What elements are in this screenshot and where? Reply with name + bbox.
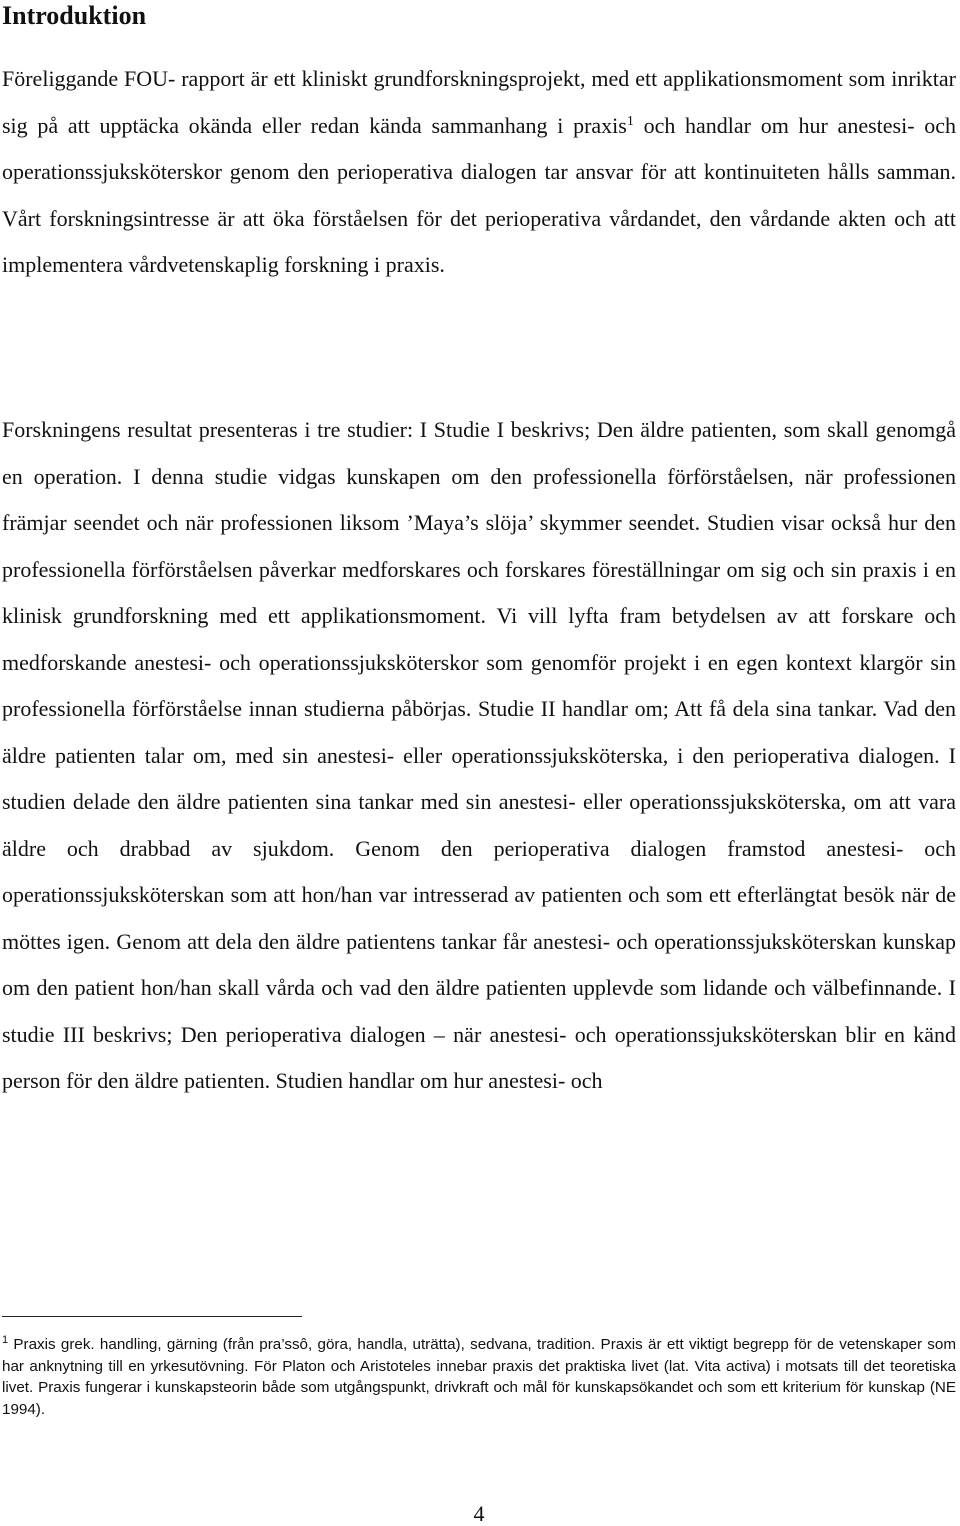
results-paragraph: Forskningens resultat presenteras i tre studier: I Studie I beskrivs; Den äldre patienten, som skall genomgå en operation. I denna studie vidgas kunskapen om den professionella förförståelsen, när professionen främjar seendet och när professionen liksom ’Maya’s slöja’ skymmer seendet. Studien visar också hur den professionella förförståelsen påverkar medforskares och forskares föreställningar om sig och sin praxis i en klinisk grundforskning med ett applikationsmoment. Vi vill lyfta fram betydelsen av att forskare och medforskande anestesi- och operationssjuksköterskor som genomför projekt i en egen kontext klargör sin professionella förförståelse innan studierna påbörjas. Studie II handlar om; Att få dela sina tankar. Vad den äldre patienten talar om, med sin anestesi- eller operationssjuksköterska, i den perioperativa dialogen. I studien delade den äldre patienten sina tankar med sin anestesi- eller operationssjuksköterska, om att vara äldre och drabbad av sjukdom. Genom den perioperativa dialogen framstod anestesi- och operationssjuksköterskan som att hon/han var intresserad av patienten och som ett efterlängtat besök när de möttes igen. Genom att dela den äldre patientens tankar får anestesi- och operationssjuksköterskan kunskap om den patient hon/han skall vårda och vad den äldre patienten upplevde som lidande och välbefinnande. I studie III beskrivs; Den perioperativa dialogen – när anestesi- och operationssjuksköterskan blir en känd person för den äldre patienten. Studien handlar om hur anestesi- och (2, 417, 956, 1093)
footnote-marker: 1 (2, 1334, 9, 1346)
paragraph-text-start: Föreliggande FOU- rapport är ett kliniskt grundforskningsprojekt, med ett applikationsmoment som inriktar sig på att upptäcka okända eller redan kända sammanhang i praxis (2, 66, 956, 138)
footnote (2, 1334, 956, 1420)
intro-paragraph (2, 56, 956, 289)
footnote-reference[interactable]: 1 (626, 113, 634, 129)
section-heading: Introduktion (2, 1, 147, 30)
footnote-text: Praxis grek. handling, gärning (från pra’ssô, göra, handla, uträtta), sedvana, tradition. Praxis är ett viktigt begrepp för de vetenskaper som har anknytning till en yrkesutövning. För Platon och Aristoteles innebar praxis det praktiska livet (lat. Vita activa) i motsats till det teoretiska livet. Praxis fungerar i kunskapsteorin både som utgångspunkt, drivkraft och mål för kunskapsökandet och som ett kriterium för kunskap (NE 1994). (2, 1336, 956, 1418)
paragraph-text-end: och handlar om hur anestesi- och operationssjuksköterskor genom den perioperativa dialogen tar ansvar för att kontinuiteten hålls samman. Vårt forskningsintresse är att öka förståelsen för det perioperativa vårdandet, den vårdande akten och att implementera vårdvetenskaplig forskning i praxis. (2, 112, 956, 277)
page-number: 4 (473, 1501, 485, 1526)
footnote-divider (2, 1316, 302, 1317)
